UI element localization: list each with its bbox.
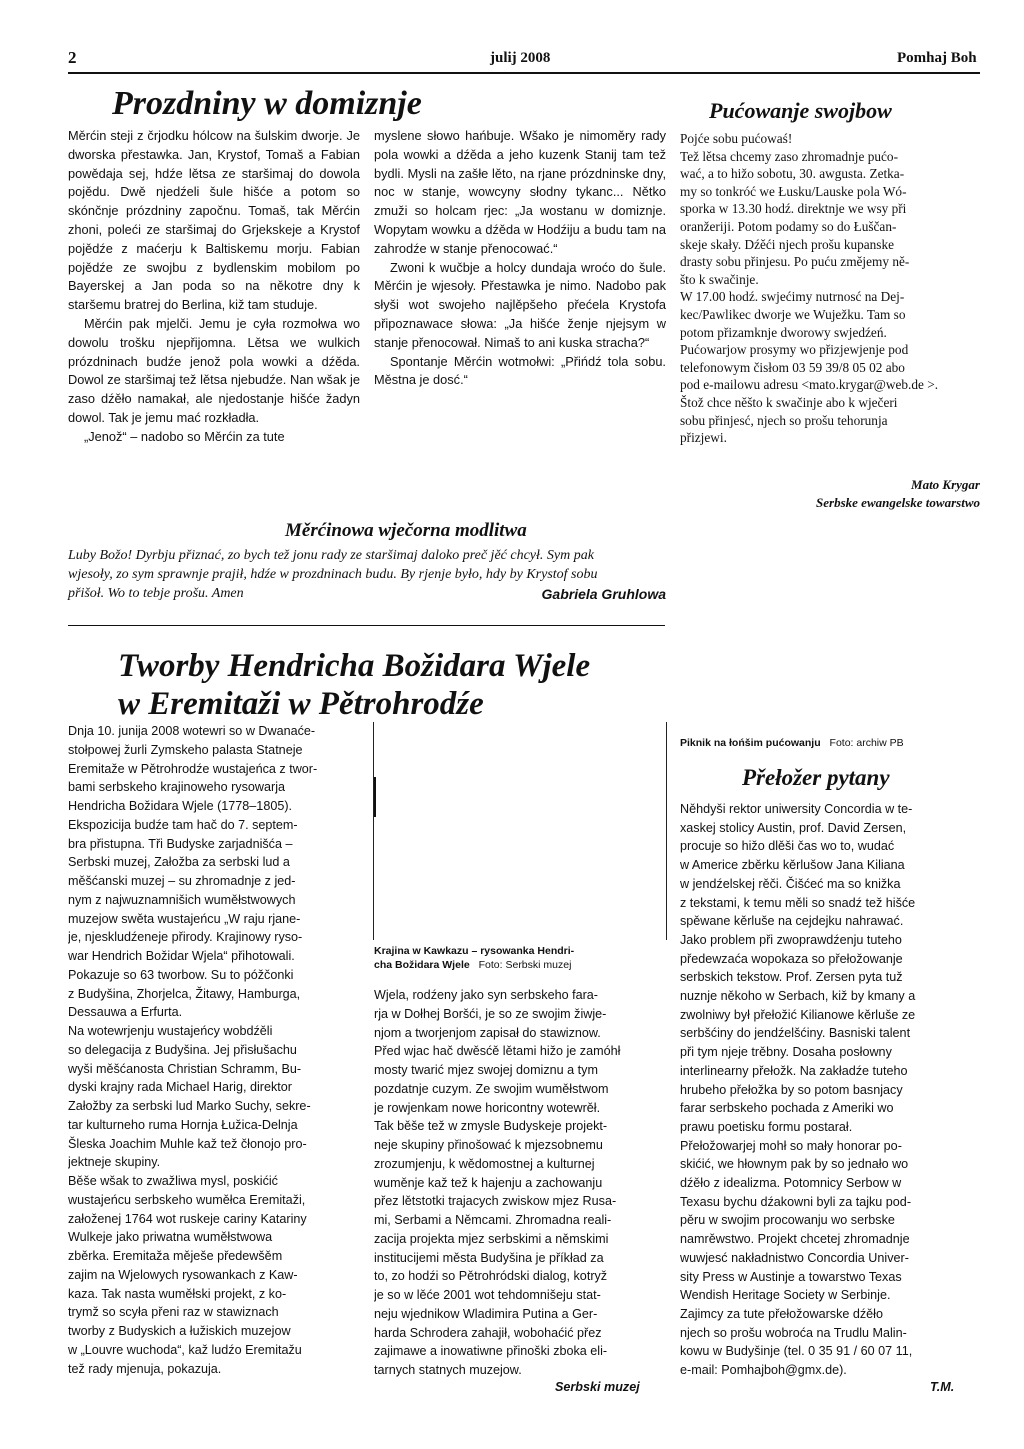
text-line: Wulkeje jako priwatna wuměłstwowa	[68, 1230, 273, 1245]
paragraph: Měrćin steji z črjodku hólcow na šulskim dworje. Je dworska přestawka. Jan, Krystof, Tomaš a Fabian powědaja sej, hdźe lětsa ze staršimaj do dowola pojědu. Dwě njedźeli šule hišće a potom so skónčnje prózdniny započnu. Tomaš, tak Měrćin zhoni, poleći ze staršimaj do Grjekskeje a Krystof pojědźe z maćerju k Baltiskemu morju. Fabian pojědźe ze swojbu z bydlenskim mobilom po Bayerskej a Jan poda so na někotre dny k staršemu bratrej do Berlina, kiž tam studuje.	[68, 128, 360, 313]
text-line: xaskej stolicy Austin, prof. David Zersen,	[680, 820, 907, 835]
image-caption	[374, 944, 668, 972]
text-line: farar serbskeho pochada z Ameriki wo	[680, 1101, 894, 1116]
prayer-line: wjesoły, zo sym sprawnje prajił, hdźe w prozdninach budu. By rjenje było, hdy by Krystof sobu	[68, 567, 598, 582]
text-line: Ekspozicija budźe tam hač do 7. septem-	[68, 817, 298, 832]
text-line: war Hendrich Božidar Wjela“ přihotowali.	[68, 949, 295, 963]
text-line: procuje so hižo dlěši čas wo to, wudać	[680, 839, 895, 854]
text-line: trymž so scyła přeni raz w stawiznach	[68, 1305, 279, 1320]
text-line: Serbski muzej, Załožba za serbski lud a	[68, 855, 290, 870]
prayer-title: Měrćinowa wječorna modlitwa	[285, 520, 527, 541]
text-line: wustajeńcu serbskeho wuměłca Eremitaži,	[68, 1192, 306, 1207]
text-line: Štož chce něšto k swačinje abo k wječeri	[680, 394, 898, 410]
text-line: sporka w 13.30 hodź. direktnje we wsy při	[680, 201, 907, 217]
text-line: to, zo hodźi so Pětrohródski dialog, kotryž	[374, 1269, 608, 1284]
text-line: nuznje někoho w Serbach, kiž by kmany a	[680, 989, 916, 1004]
text-line: Něhdyši rektor uniwersity Concordia w te-	[680, 802, 913, 816]
text-line: W 17.00 hodź. swjećimy nutrnosć na Dej-	[680, 289, 905, 305]
text-line: tar kulturneho ruma Hornja Łužica-Delnja	[68, 1117, 298, 1132]
text-line: tworby z Budyskich a łužiskich muzejow	[68, 1324, 291, 1338]
text-line: institucijemi města Budyšina je příkład za	[374, 1250, 604, 1265]
article-column-2	[374, 127, 666, 390]
text-line: Dnja 10. junija 2008 wotewri so w Dwanaće-	[68, 724, 316, 738]
text-line: přez lětstotki trajacych zwiskow mjez Rusa-	[374, 1194, 617, 1209]
photo-image	[680, 640, 980, 734]
text-line: wać, a to hižo sobotu, 30. awgusta. Zetka-	[680, 166, 905, 182]
text-line: interlinearny přełožk. Na zakładźe tuteho	[680, 1063, 908, 1078]
text-line: spěwane kěrluše na cejdejku nahrawać.	[680, 914, 904, 929]
text-line: njom a tworjenjom zapisał do stawiznow.	[374, 1025, 601, 1040]
text-line: Wjela, rodźeny jako syn serbskeho fara-	[374, 988, 598, 1002]
text-line: Eremitaže w Pětrohrodźe wustajeńca z twor-	[68, 761, 318, 776]
text-line: dyski krajny rada Michael Harig, direktor	[68, 1080, 292, 1095]
text-line: zrozumjenju, k wědomostnej a kulturnej	[374, 1156, 595, 1171]
paragraph: myslene słowo hańbuje. Wšako je nimoměry rady pola wowki a dźěda a jeho kuzenk Stanij tam tež bydli. Mysli na zašłe lěto, na rjane prózdninske dny, noc w stanje, wowcyny słodny tykanc... Nětko zmuži so holcam rjec: „Ja wostanu w domiznje. Wopytam wowku a dźěda w Hodźiju a budu tam na zahrodźe w stanje přenocować.“	[374, 128, 666, 256]
text-line: při tym njeje trěbny. Dosaha posłowny	[680, 1045, 892, 1060]
text-line: bami serbskeho krajinoweho rysowarja	[68, 780, 285, 795]
text-line: tež rady mjenuja, pokazuja.	[68, 1361, 222, 1376]
text-line: hrubeho přełožka by so potom basnjacy	[680, 1082, 903, 1097]
text-line: Šleska Joachim Muhle kaž tež čłonojo pro-	[68, 1136, 307, 1151]
article-column-2	[374, 986, 668, 1380]
text-line: harda Schrodera zahajił, wobohaćić přez	[374, 1325, 602, 1340]
text-line: što k swačinje.	[680, 271, 759, 287]
text-line: z Budyšina, Zhorjelca, Žitawy, Hamburga,	[68, 986, 301, 1001]
author: Mato Krygar	[911, 477, 980, 492]
text-line: sity Press w Austinje a towarstwo Texas	[680, 1269, 902, 1284]
article-column-1	[68, 722, 364, 1378]
photo-caption-text: Piknik na łońšim pućowanju	[680, 737, 821, 749]
text-line: Přełožowarjej mohł so mały honorar po-	[680, 1138, 902, 1153]
text-line: rja w Dołhej Boršći, je so ze swojim žiwje-	[374, 1006, 607, 1021]
text-line: je so w lěće 2001 wot tehdomnišeju stat-	[374, 1288, 601, 1302]
text-line: w „Louvre wuchoda“, kaž ludźo Eremitažu	[68, 1342, 302, 1357]
text-line: drasty sobu přinjesu. Po puću změjemy ně-	[680, 254, 910, 270]
signature: Serbski muzej	[555, 1380, 640, 1394]
text-line: kaza. Tak nasta wuměłski projekt, z ko-	[68, 1286, 287, 1301]
text-line: wuwjesć nakładnistwo Concordia Univer-	[680, 1250, 909, 1265]
article-title: Prozdniny w domiznje	[112, 85, 422, 122]
text-line: z tekstami, k temu měli so snadź tež hišće	[680, 895, 916, 910]
text-line: předewzaća wopokaza so přełožowanje	[680, 951, 903, 966]
text-line: w jendźelskej rěči. Čišćeć ma so knižka	[680, 876, 901, 891]
text-line: namrěwstwo. Projekt chcetej zhromadnje	[680, 1232, 910, 1247]
issue-date: julij 2008	[490, 50, 551, 66]
text-line: załoženej 1764 wot ruskeje cariny Katariny	[68, 1211, 307, 1226]
text-line: oranžeriji. Potom podamy so do Łuščan-	[680, 218, 897, 234]
text-line: wuměnje kaž tež k hajenju a zachowanju	[374, 1175, 603, 1190]
section-divider	[68, 625, 665, 626]
prayer-line: Luby Božo! Dyrbju přiznać, zo bych tež jonu rady ze staršimaj daloko preč jěć chcył. Sym pak	[68, 548, 594, 563]
text-line: Pućowarjow prosymy wo přizjewjenje pod	[680, 342, 909, 358]
text-line: Běše wšak to zwažliwa mysl, poskićić	[68, 1174, 278, 1188]
text-line: zacija projekta mjez serbskimi a němskimi	[374, 1231, 609, 1246]
text-line: Na wotewrjenju wustajeńcy wobdźěli	[68, 1024, 273, 1038]
text-line: pod e-mailowu adresu <mato.krygar@web.de >.	[680, 377, 939, 393]
text-line: prawu poetisku formu postarał.	[680, 1119, 853, 1134]
paragraph: Měrćin pak mjelči. Jemu je cyła rozmołwa wo dowolu trošku njepřijomna. Lětsa we wulkich prózdninach budźe jenož pola wowki a dźěda. Dowol ze staršimaj tež lětsa njebudźe. Nan wšak je zaso dźěło namakał, ale njedostanje hišće žadyn dowol. Tak je jemu mać rozkładła.	[68, 315, 360, 425]
text-line: Zajimcy za tute přełožowarske dźěło	[680, 1306, 883, 1321]
text-line: zajimawe a inowatiwne přinoški zboka eli-	[374, 1344, 608, 1359]
text-line: Hendricha Božidara Wjele (1778–1805).	[68, 799, 293, 813]
text-line: serbskich tekstow. Prof. Zersen pyta tuž	[680, 970, 903, 985]
text-line: Tež lětsa chcemy zaso zhromadnje pućo-	[680, 148, 898, 164]
drawing-image	[373, 722, 667, 940]
text-line: Załožby za serbski lud Marko Suchy, sekre-	[68, 1099, 311, 1113]
text-line: skićić, we hłownym pak by so jednało wo	[680, 1157, 909, 1172]
organisation: Serbske ewangelske towarstwo	[816, 495, 980, 510]
text-line: Tak běše tež w zmysle Budyskeje projekt-	[374, 1119, 608, 1134]
text-line: potom přizamknje dworowy swjedźeń.	[680, 324, 887, 340]
text-line: Jako problem při zwoprawdźenju tuteho	[680, 932, 902, 947]
text-line: je, njeskludźeneje přirody. Krajinowy ryso-	[68, 930, 303, 945]
text-line: jektneje skupiny.	[68, 1155, 161, 1170]
page-number: 2	[68, 48, 77, 67]
article-title-line2: w Eremitaži w Pětrohrodźe	[118, 686, 484, 722]
text-line: my so tonkróć we Łusku/Lauske pola Wó-	[680, 183, 907, 199]
text-line: Wendish Heritage Society w Serbinje.	[680, 1288, 891, 1303]
text-line: telefonowym čisłom 03 59 39/8 05 02 abo	[680, 359, 905, 375]
image-source: Foto: Serbski muzej	[478, 959, 572, 971]
text-line: měšćanski muzej – su zhromadnje z jed-	[68, 874, 296, 888]
text-line: skeje skały. Dźěći njech prošu kupanske	[680, 236, 895, 252]
text-line: nym z najwuznamnišich wuměłstwowych	[68, 892, 296, 907]
text-line: mi, Serbami a Němcami. Zhromadna reali-	[374, 1213, 612, 1227]
article-body	[680, 800, 980, 1380]
text-line: Pokazuje so 63 tworbow. Su to póžčonki	[68, 967, 294, 982]
article-column-1	[68, 127, 360, 447]
image-caption-line2: cha Božidara Wjele	[374, 959, 470, 971]
paragraph: „Jenož“ – nadobo so Měrćin za tute	[84, 428, 285, 444]
text-line: wyši měšćanosta Christian Schramm, Bu-	[68, 1061, 302, 1076]
text-line: serbšćiny do jendźelšćiny. Basniski talent	[680, 1026, 911, 1041]
article-title-line1: Tworby Hendricha Božidara Wjele	[118, 648, 591, 684]
text-line: kowu w Budyšinje (tel. 0 35 91 / 60 07 11,	[680, 1344, 913, 1359]
photo-source: Foto: archiw PB	[829, 737, 904, 749]
paper-name: Pomhaj Boh	[897, 50, 977, 66]
header-rule	[68, 72, 980, 74]
text-line: mosty twarić mjez swojej domiznu a tym	[374, 1063, 598, 1077]
text-line: tarnych statnych muzejow.	[374, 1363, 522, 1377]
paragraph: Zwoni k wučbje a holcy dundaja wroćo do šule. Měrćin je wjesoły. Přestawka je nimo. Nadobo pak słyši wot swojeho najlěpšeho přećela Krystofa připoznawace słowa: „Ja hišće ženje njejsym w stanje přenocował. Nimaš to ani kuska stracha?“	[374, 259, 666, 350]
text-line: Před wjac hač dwěsćě lětami hižo je zamóhł	[374, 1044, 621, 1059]
text-line: muzejow swěta wustajeńcu „W raju rjane-	[68, 911, 301, 926]
text-line: stołpowej žurli Zymskeho palasta Statneje	[68, 742, 303, 757]
text-line: dźěło z idealizma. Potomnicy Serbow w	[680, 1176, 902, 1191]
text-line: pozdatnje cuzym. Ze swojim wuměłstwom	[374, 1081, 609, 1096]
text-line: neju wjednikow Wladimira Putina a Ger-	[374, 1306, 598, 1321]
prayer-line: přišoł. Wo to tebje prošu. Amen	[68, 586, 244, 601]
article-title: Pućowanje swojbow	[709, 98, 892, 123]
text-line: Pojće sobu pućowaś!	[680, 131, 793, 146]
text-line: Dessauwa a Erfurta.	[68, 1005, 183, 1020]
paragraph: Spontanje Měrćin wotmołwi: „Přińdź tola sobu. Městna je dosć.“	[374, 353, 666, 388]
text-line: zběrka. Eremitaža měješe předewšěm	[68, 1249, 283, 1263]
signature: T.M.	[930, 1380, 955, 1394]
text-line: je rowjenkam nowe horicontny wotewrěł.	[374, 1100, 601, 1115]
text-line: sobu přinjesć, njech so prošu tehorunja	[680, 412, 888, 428]
text-line: přizjewi.	[680, 430, 727, 446]
text-line: zwolniwy był přełožić Kilianowe kěrluše ze	[680, 1007, 916, 1022]
text-line: zajim na Wjelowych rysowankach z Kaw-	[68, 1267, 298, 1282]
text-line: neje skupiny přinošować k mjezsobnemu	[374, 1138, 603, 1152]
prayer-author: Gabriela Gruhlowa	[541, 586, 666, 602]
text-line: e-mail: Pomhajboh@gmx.de).	[680, 1363, 847, 1378]
photo-caption	[680, 736, 980, 750]
text-line: Texasu bychu dźakowni byli za tajku pod-	[680, 1194, 912, 1209]
article-body	[680, 130, 980, 447]
text-line: pěru w swojim procowanju wo serbske	[680, 1213, 895, 1228]
text-line: bra přistupna. Tři Budyske zarjadnišća –	[68, 836, 293, 851]
text-line: kec/Pawlikec dworje we Wuježku. Tam so	[680, 306, 906, 322]
text-line: w Americe zběrku kěrlušow Jana Kiliana	[680, 858, 905, 873]
text-line: njech so prošu wobroća na Trudlu Malin-	[680, 1325, 907, 1340]
image-caption-line1: Krajina w Kawkazu – rysowanka Hendri-	[374, 945, 575, 957]
article-title: Přełožer pytany	[742, 765, 890, 790]
text-line: so delegacija z Budyšina. Jej přisłušachu	[68, 1042, 297, 1057]
